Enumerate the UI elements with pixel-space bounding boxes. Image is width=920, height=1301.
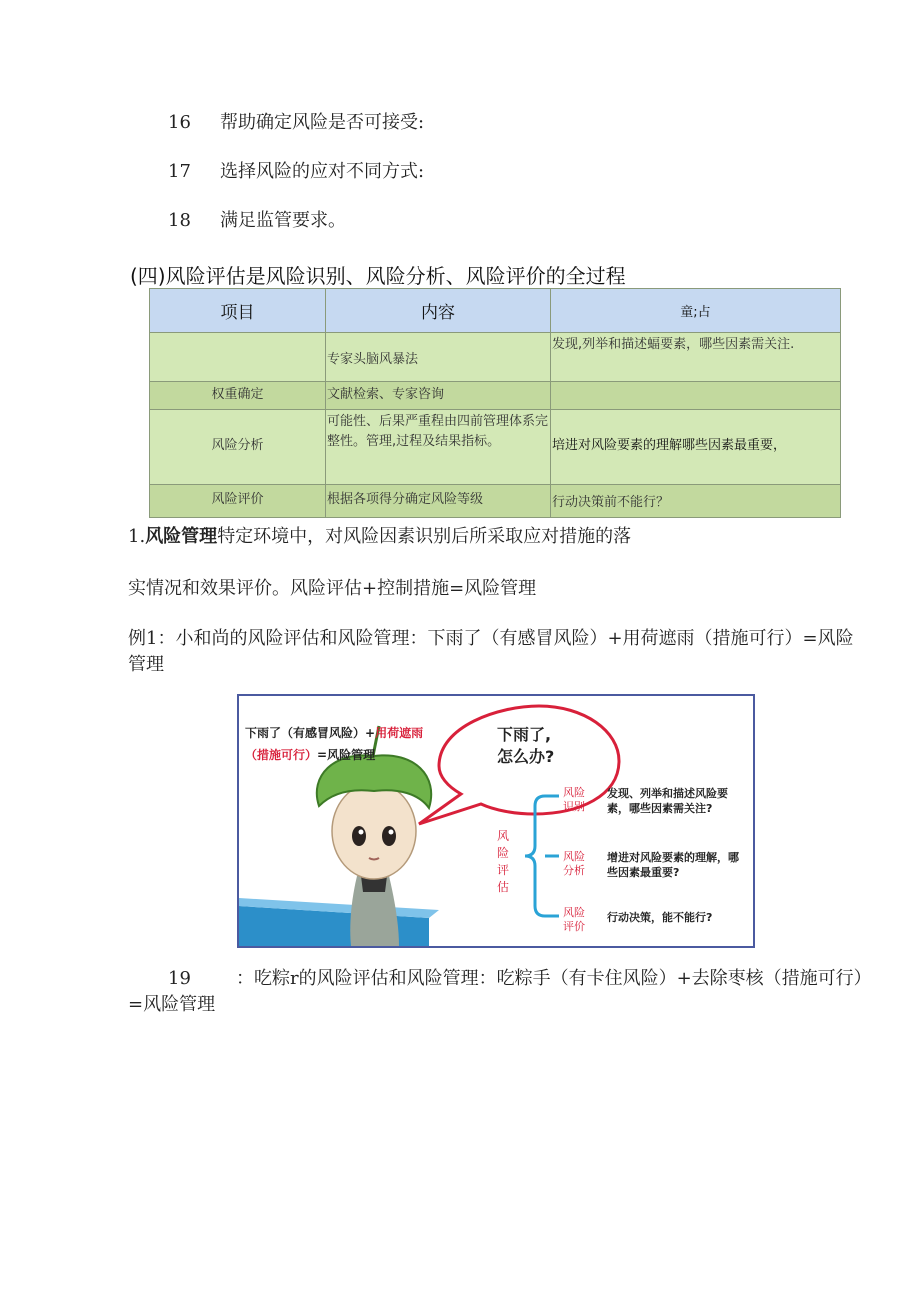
- cell-content: 根据各项得分确定风险等级: [326, 485, 551, 518]
- item-text: 帮助确定风险是否可接受:: [220, 112, 425, 133]
- cell-content: 专家头脑风暴法: [326, 333, 551, 382]
- item-text: 选择风险的应对不同方式:: [220, 161, 425, 182]
- desc-risk-identification: 发现、列举和描述风险要素，哪些因素需关注?: [607, 787, 728, 815]
- paragraph-definition: 实情况和效果评价。风险评估+控制措施=风险管理: [128, 578, 537, 599]
- paragraph-example-1: 例1：小和尚的风险评估和风险管理：下雨了（有感冒风险）+用荷遮雨（措施可行）=风险管理: [128, 628, 854, 675]
- cell-item: 风险分析: [150, 410, 326, 485]
- list-item-18: [168, 206, 346, 232]
- table-row: [150, 485, 841, 518]
- paragraph-risk-management: [128, 524, 868, 550]
- item-number: 17: [168, 161, 191, 182]
- cell-note: 行动决策前不能行？: [551, 485, 841, 518]
- cell-item: [150, 333, 326, 382]
- para-text: ：吃粽r的风险评估和风险管理：吃粽手（有卡住风险）+去除枣核（措施可行）=风险管理: [128, 968, 863, 1015]
- risk-assessment-label: 风险评估: [497, 829, 510, 894]
- monk-illustration: [237, 694, 755, 948]
- item-number: 18: [168, 210, 191, 231]
- table-row: [150, 333, 841, 382]
- table-row: [150, 382, 841, 410]
- para-text: 特定环境中，对风险因素识别后所采取应对措施的落: [217, 526, 632, 547]
- cell-note: 发现,列举和描述蝠要素，哪些因素需关注.: [551, 333, 841, 382]
- cell-note: [551, 382, 841, 410]
- cell-content: 可能性、后果严重程由四前管理体系完整性。管理,过程及结果指标。: [326, 410, 551, 485]
- cell-note: 培进对风险要素的理解哪些因素最重要，: [551, 410, 841, 485]
- para-prefix: 1.: [128, 526, 146, 547]
- risk-assessment-table: [149, 288, 841, 518]
- item-number: 16: [168, 112, 191, 133]
- item-text: 满足监管要求。: [220, 210, 346, 231]
- speech-bubble-text: 下雨了, 怎么办?: [497, 725, 555, 766]
- desc-risk-analysis: 增进对风险要素的理解，哪些因素最重要?: [607, 851, 739, 879]
- desc-risk-evaluation: 行动决策，能不能行?: [607, 911, 713, 924]
- illustration-caption-line1: 下雨了（有感冒风险）+用荷遮雨: [245, 726, 424, 740]
- label-risk-identification: 风险识别: [563, 786, 585, 813]
- illustration-caption-line2: （措施可行）=风险管理: [245, 748, 376, 762]
- para-bold-term: 风险管理: [145, 526, 218, 547]
- list-item-17: [168, 157, 424, 183]
- header-content: 内容: [326, 289, 551, 333]
- table-header-row: [150, 289, 841, 333]
- header-item: 项目: [150, 289, 326, 333]
- label-risk-evaluation: 风险评价: [563, 906, 585, 933]
- label-risk-analysis: 风险分析: [563, 850, 585, 877]
- section-title: (四)风险评估是风险识别、风险分析、风险评价的全过程: [130, 264, 626, 288]
- cell-item: 权重确定: [150, 382, 326, 410]
- item-number: 19: [168, 968, 191, 989]
- list-item-16: [168, 108, 424, 134]
- table-row: [150, 410, 841, 485]
- paragraph-example-19: [128, 966, 868, 1018]
- header-note: 童;占: [551, 289, 841, 333]
- cell-item: 风险评价: [150, 485, 326, 518]
- cell-content: 文献检索、专家咨询: [326, 382, 551, 410]
